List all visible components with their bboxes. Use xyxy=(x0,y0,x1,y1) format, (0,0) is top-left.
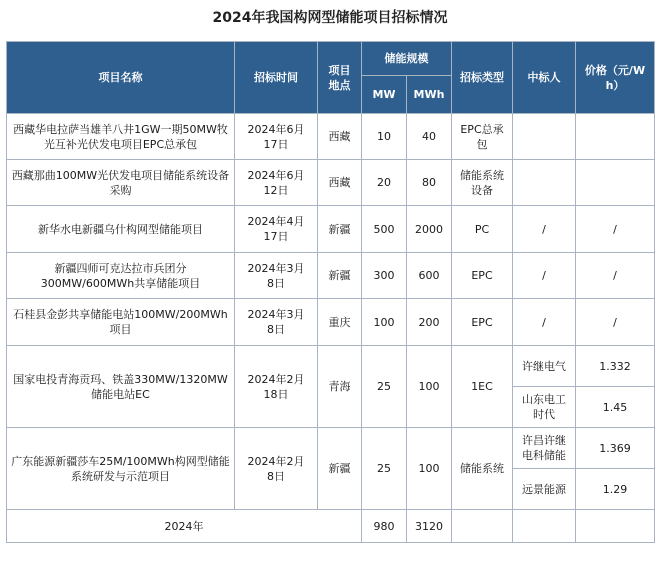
location-cell: 新疆 xyxy=(318,428,362,510)
bid-type-cell: 储能系统 xyxy=(452,428,513,510)
winner-cell: 山东电工 时代 xyxy=(513,387,576,428)
project-name-cell: 国家电投青海贡玛、铁盖330MW/1320MW储能电站EC xyxy=(7,346,235,428)
project-name-cell: 新疆四师可克达拉市兵团分300MW/600MWh共享储能项目 xyxy=(7,253,235,299)
mwh-cell: 40 xyxy=(407,114,452,160)
price-cell: 1.45 xyxy=(576,387,655,428)
winner-cell: 许昌许继 电科储能 xyxy=(513,428,576,469)
winner-cell: / xyxy=(513,206,576,253)
winner-cell: 许继电气 xyxy=(513,346,576,387)
project-name-cell: 石桂县金彭共享储能电站100MW/200MWh项目 xyxy=(7,299,235,346)
bid-type-cell: 1EC xyxy=(452,346,513,428)
price-cell: 1.29 xyxy=(576,469,655,510)
winner-cell: / xyxy=(513,299,576,346)
mw-cell: 20 xyxy=(362,160,407,206)
bid-type-cell: EPC xyxy=(452,299,513,346)
total-empty-cell xyxy=(576,510,655,543)
project-name-cell: 新华水电新疆乌什构网型储能项目 xyxy=(7,206,235,253)
bid-time-cell: 2024年3月 8日 xyxy=(235,299,318,346)
winner-cell: / xyxy=(513,253,576,299)
location-cell: 新疆 xyxy=(318,206,362,253)
bid-type-cell: EPC总承 包 xyxy=(452,114,513,160)
total-mw: 980 xyxy=(362,510,407,543)
total-mwh: 3120 xyxy=(407,510,452,543)
location-cell: 新疆 xyxy=(318,253,362,299)
mw-cell: 500 xyxy=(362,206,407,253)
project-name-cell: 西藏那曲100MW光伏发电项目储能系统设备采购 xyxy=(7,160,235,206)
bid-time-cell: 2024年6月 17日 xyxy=(235,114,318,160)
mwh-cell: 100 xyxy=(407,346,452,428)
mw-cell: 25 xyxy=(362,346,407,428)
location-cell: 西藏 xyxy=(318,160,362,206)
bid-time-cell: 2024年2月 8日 xyxy=(235,428,318,510)
bid-time-cell: 2024年6月 12日 xyxy=(235,160,318,206)
table-row xyxy=(7,206,655,253)
bid-time-cell: 2024年3月 8日 xyxy=(235,253,318,299)
mwh-cell: 100 xyxy=(407,428,452,510)
mwh-cell: 200 xyxy=(407,299,452,346)
bid-time-cell: 2024年2月 18日 xyxy=(235,346,318,428)
location-cell: 重庆 xyxy=(318,299,362,346)
mw-cell: 10 xyxy=(362,114,407,160)
header-winner: 中标人 xyxy=(513,42,576,114)
project-name-cell: 广东能源新疆莎车25M/100MWh构网型储能系统研发与示范项目 xyxy=(7,428,235,510)
table-row xyxy=(7,428,655,469)
winner-cell xyxy=(513,160,576,206)
price-cell: / xyxy=(576,253,655,299)
winner-cell: 远景能源 xyxy=(513,469,576,510)
bid-type-cell: EPC xyxy=(452,253,513,299)
price-cell: / xyxy=(576,299,655,346)
bid-type-cell: PC xyxy=(452,206,513,253)
bid-type-cell: 储能系统 设备 xyxy=(452,160,513,206)
project-name-cell: 西藏华电拉萨当雄羊八井1GW一期50MW牧光互补光伏发电项目EPC总承包 xyxy=(7,114,235,160)
location-cell: 青海 xyxy=(318,346,362,428)
header-price: 价格（元/W h） xyxy=(576,42,655,114)
bid-time-cell: 2024年4月 17日 xyxy=(235,206,318,253)
header-mwh: MWh xyxy=(407,76,452,114)
header-location: 项目 地点 xyxy=(318,42,362,114)
table-row xyxy=(7,253,655,299)
winner-cell xyxy=(513,114,576,160)
tender-table xyxy=(6,41,655,543)
table-row xyxy=(7,299,655,346)
mwh-cell: 600 xyxy=(407,253,452,299)
mw-cell: 100 xyxy=(362,299,407,346)
header-mw: MW xyxy=(362,76,407,114)
total-label: 2024年 xyxy=(7,510,362,543)
price-cell: 1.332 xyxy=(576,346,655,387)
table-row xyxy=(7,160,655,206)
mwh-cell: 80 xyxy=(407,160,452,206)
total-row xyxy=(7,510,655,543)
header-bid-type: 招标类型 xyxy=(452,42,513,114)
price-cell: 1.369 xyxy=(576,428,655,469)
price-cell: / xyxy=(576,206,655,253)
total-empty-cell xyxy=(513,510,576,543)
header-scale: 储能规模 xyxy=(362,42,452,76)
mw-cell: 25 xyxy=(362,428,407,510)
total-empty-cell xyxy=(452,510,513,543)
table-row xyxy=(7,114,655,160)
table-row xyxy=(7,346,655,387)
price-cell xyxy=(576,114,655,160)
page-title: 2024年我国构网型储能项目招标情况 xyxy=(212,10,448,26)
location-cell: 西藏 xyxy=(318,114,362,160)
mw-cell: 300 xyxy=(362,253,407,299)
mwh-cell: 2000 xyxy=(407,206,452,253)
price-cell xyxy=(576,160,655,206)
header-bid-time: 招标时间 xyxy=(235,42,318,114)
header-project-name: 项目名称 xyxy=(7,42,235,114)
